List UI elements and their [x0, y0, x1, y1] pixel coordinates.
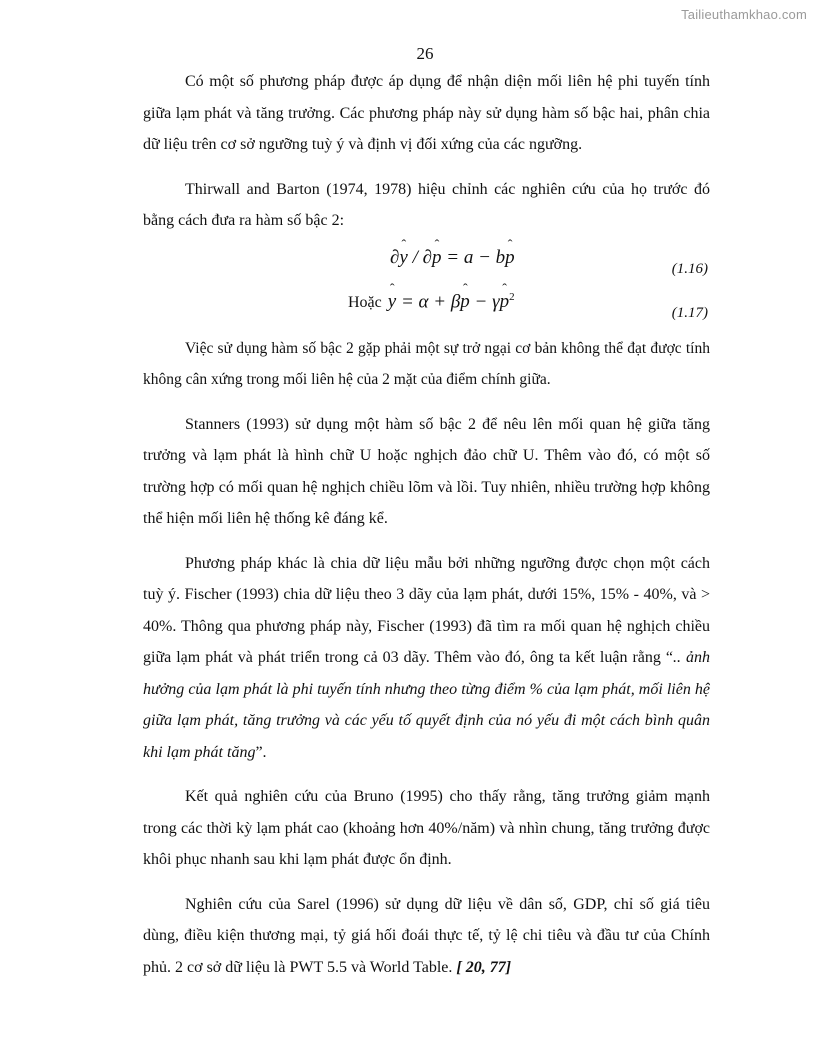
paragraph-7 — [143, 889, 710, 984]
y-hat: ˆ y — [399, 247, 407, 269]
p-hat: ˆ p — [500, 291, 510, 313]
citation-reference: [ 20, 77] — [456, 958, 512, 976]
document-body — [143, 66, 710, 983]
equation-1-16-expression — [390, 247, 515, 269]
equation-lead-word: Hoặc — [348, 293, 382, 311]
slash: / — [407, 246, 423, 268]
p-hat: ˆ p — [432, 247, 442, 269]
equation-1-17-expression — [348, 291, 515, 313]
partial-symbol: ∂ — [422, 246, 432, 268]
paragraph-2: Thirwall and Barton (1974, 1978) hiệu chỉnh các nghiên cứu của họ trước đó bằng cách đưa ra hàm số bậc 2: — [143, 180, 710, 229]
partial-symbol: ∂ — [390, 246, 400, 268]
equation-rhs: = α + β — [396, 290, 461, 312]
paragraph-1: Có một số phương pháp được áp dụng để nhận diện mối liên hệ phi tuyến tính giữa lạm phát và tăng trưởng. Các phương pháp này sử dụng hàm số bậc hai, phân chia dữ liệu trên cơ sở ngưỡng tuỳ ý và định vị đối xứng của các ngưỡng. — [143, 73, 710, 153]
equation-1-17 — [143, 287, 710, 327]
exponent: 2 — [509, 290, 515, 303]
paragraph-6: Kết quả nghiên cứu của Bruno (1995) cho thấy rằng, tăng trưởng giảm mạnh trong các thời kỳ lạm phát cao (khoảng hơn 40%/năm) và nhìn chung, tăng trưởng được khôi phục nhanh sau khi lạm phát được ổn định. — [143, 788, 710, 868]
equation-minus-gamma: − γ — [469, 290, 500, 312]
paragraph-4: Stanners (1993) sử dụng một hàm số bậc 2 để nêu lên mối quan hệ giữa tăng trưởng và lạm phát là hình chữ U hoặc nghịch đảo chữ U. Thêm vào đó, có một số trường hợp có mối quan hệ nghịch chiều lõm và lồi. Tuy nhiên, nhiều trường hợp không thể hiện mối liên hệ thống kê đáng kể. — [143, 415, 710, 527]
equation-rhs: = a − b — [441, 246, 506, 268]
y-hat: ˆ y — [388, 291, 396, 313]
page-number: 26 — [416, 44, 434, 63]
paragraph-5-end: ”. — [255, 743, 267, 761]
paragraph-3: Việc sử dụng hàm số bậc 2 gặp phải một sự trở ngại cơ bản không thể đạt được tính không cân xứng trong mối liên hệ của 2 mặt của điểm chính giữa. — [143, 339, 710, 388]
p-hat: ˆ p — [505, 247, 515, 269]
paragraph-5-text: Phương pháp khác là chia dữ liệu mẫu bởi những ngưỡng được chọn một cách tuỳ ý. Fischer (1993) chia dữ liệu theo 3 dãy của lạm phát, dưới 15%, 15% - 40%, và > 40%. Thông qua phương pháp này, Fischer (1993) đã tìm ra mối quan hệ nghịch chiều giữa lạm phát và phát triển trong cả 03 dãy. Thêm vào đó, ông ta kết luận rằng “ — [143, 554, 710, 666]
equation-1-16 — [143, 243, 710, 283]
p-hat: ˆ p — [460, 291, 470, 313]
equation-number-1-17: (1.17) — [671, 304, 708, 321]
paragraph-5-quote: .. ảnh hưởng của lạm phát là phi tuyến tính nhưng theo từng điểm % của lạm phát, mối liên hệ giữa lạm phát, tăng trưởng và các yếu tố quyết định của nó yếu đi một cách bình quân khi lạm phát tăng — [143, 649, 710, 761]
watermark: Tailieuthamkhao.com — [681, 7, 807, 22]
equation-number-1-16: (1.16) — [671, 260, 708, 277]
paragraph-5 — [143, 548, 710, 769]
paragraph-7-text: Nghiên cứu của Sarel (1996) sử dụng dữ liệu về dân số, GDP, chỉ số giá tiêu dùng, điều kiện thương mại, tỷ giá hối đoái thực tế, tỷ lệ chi tiêu và đầu tư của Chính phủ. 2 cơ sở dữ liệu là PWT 5.5 và World Table. — [143, 895, 710, 976]
